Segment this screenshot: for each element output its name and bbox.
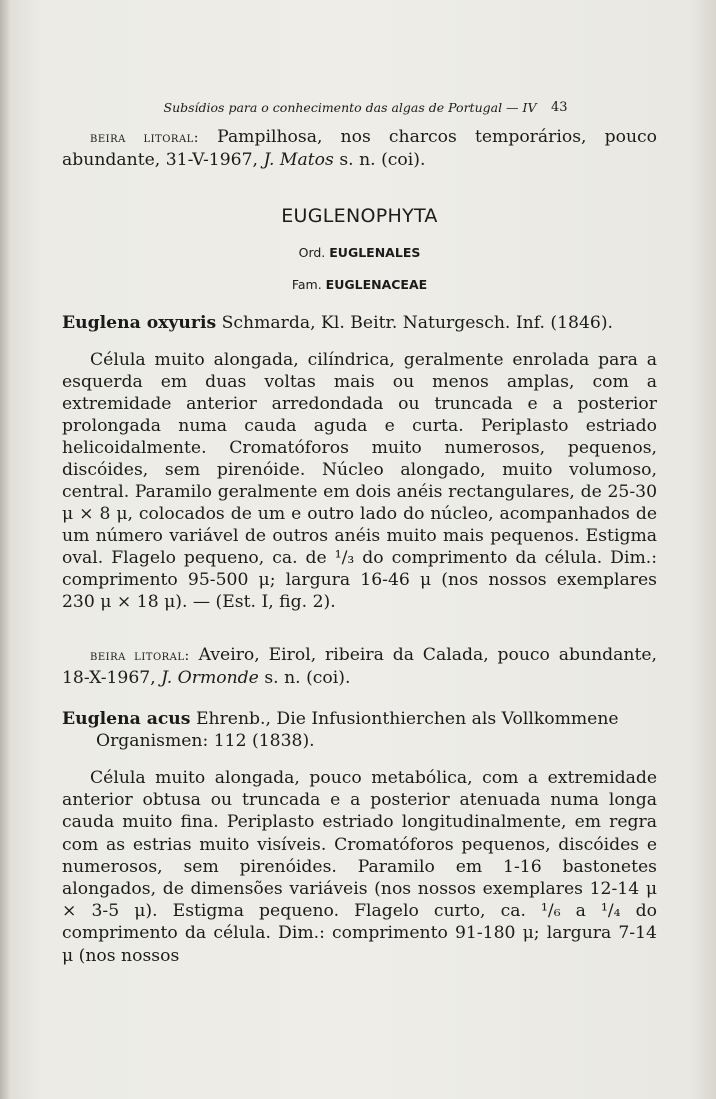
intro-text: Pampilhosa, nos charcos temporários, pouco abundante, 31-V-1967, <box>62 127 658 170</box>
species2-description: Célula muito alongada, pouco metabólica, com a extremidade anterior obtusa ou truncada e a posterior atenuada numa longa cauda muito fina. Periplasto estriado longitudinalmente, em regra com as estrias muito visíveis. Cromatóforos pequenos, discóides e numerosos, sem pirenóides. Paramilo em 1-16 bastonetes alongados, de dimensões variáveis (nos nossos exemplares 12-14 μ × 3-5 μ). Estigma pequeno. Flagelo curto, ca. ¹/₆ a ¹/₄ do comprimento da célula. Dim.: comprimento 91-180 μ; largura 7-14 μ (nos nossos <box>62 768 657 966</box>
order-prefix: Ord. <box>298 245 326 260</box>
region-label: beira litoral: <box>90 130 200 146</box>
species1-locality <box>62 645 657 690</box>
family-heading <box>62 274 657 296</box>
species1-description: Célula muito alongada, cilíndrica, geralmente enrolada para a esquerda em duas voltas mais ou menos amplas, com a extremidade anterior arredondada ou truncada e a posterior prolongada numa cauda aguda e curta. Periplasto estriado helicoidalmente. Cromatóforos muito numerosos, pequenos, discóides, sem pirenóide. Núcleo alongado, muito volumoso, central. Paramilo geralmente em dois anéis rectangulares, de 25-30 μ × 8 μ, colocados de um e outro lado do núcleo, acompanhados de um número variável de outros anéis muito mais pequenos. Estigma oval. Flagelo pequeno, ca. de ¹/₃ do comprimento da célula. Dim.: comprimento 95-500 μ; largura 16-46 μ (nos nossos exemplares 230 μ × 18 μ). — (Est. I, fig. 2). <box>62 350 657 612</box>
intro-suffix: s. n. (coi). <box>333 149 426 170</box>
species2-name: Euglena acus <box>62 709 191 729</box>
page-number: 43 <box>551 100 568 115</box>
species2-reference: Ehrenb., Die Infusionthierchen als Vollkommene Organismen: 112 (1838). <box>96 709 619 751</box>
species1-locality-text: Aveiro, Eirol, ribeira da Calada, pouco abundante, 18-X-1967, <box>62 645 657 688</box>
species1-citation <box>62 313 657 335</box>
running-title: Subsídios para o conhecimento das algas de Portugal — IV <box>163 100 537 115</box>
order-heading <box>62 242 657 264</box>
species1-reference: Schmarda, Kl. Beitr. Naturgesch. Inf. (1846). <box>216 313 613 333</box>
species1-collector: J. Ormonde <box>161 667 259 688</box>
division-heading: EUGLENOPHYTA <box>281 205 438 227</box>
collector-name: J. Matos <box>263 149 334 170</box>
family-name: EUGLENACEAE <box>325 277 428 292</box>
species1-suffix: s. n. (coi). <box>258 667 351 688</box>
species1-region-label: beira litoral: <box>90 648 190 664</box>
species2-citation <box>62 709 691 753</box>
intro-paragraph <box>62 127 657 172</box>
book-spine-shadow <box>0 0 10 1099</box>
family-prefix: Fam. <box>291 277 322 292</box>
species1-name: Euglena oxyuris <box>62 313 217 333</box>
order-name: EUGLENALES <box>329 245 421 260</box>
